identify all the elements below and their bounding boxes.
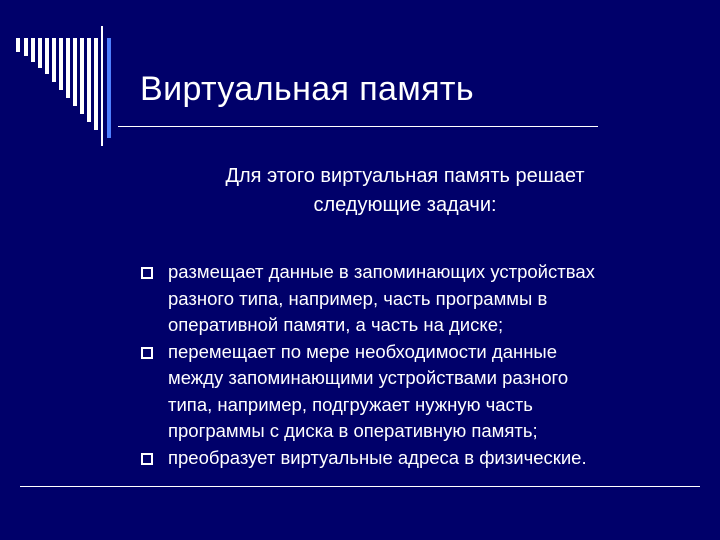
footer-divider <box>20 486 700 487</box>
list-item-line: разного типа, например, часть программы в <box>168 287 548 309</box>
slide-intro <box>175 162 635 220</box>
list-item-line: программы с диска в оперативную память; <box>168 420 538 441</box>
intro-line: Для этого виртуальная память решает <box>225 165 585 187</box>
decorative-stripes <box>14 26 124 146</box>
list-item-line: преобразует виртуальные адреса в физические. <box>168 446 587 468</box>
list-item <box>138 259 708 339</box>
list-item <box>138 339 708 445</box>
hollow-square-bullet-icon <box>141 453 153 465</box>
list-item-line: размещает данные в запоминающих устройствах <box>168 261 595 282</box>
intro-line: следующие задачи: <box>313 194 497 216</box>
list-item-line: типа, например, подгружает нужную часть <box>168 393 533 415</box>
list-item-line: перемещает по мере необходимости данные <box>168 340 557 362</box>
task-list <box>138 259 708 471</box>
list-item-line: между запоминающими устройствами разного <box>168 367 569 388</box>
list-item-line: оперативной памяти, а часть на диске; <box>168 314 504 335</box>
slide-title: Виртуальная память <box>140 70 475 108</box>
hollow-square-bullet-icon <box>141 267 153 279</box>
hollow-square-bullet-icon <box>141 347 153 359</box>
title-divider <box>118 126 598 127</box>
list-item <box>138 445 708 472</box>
